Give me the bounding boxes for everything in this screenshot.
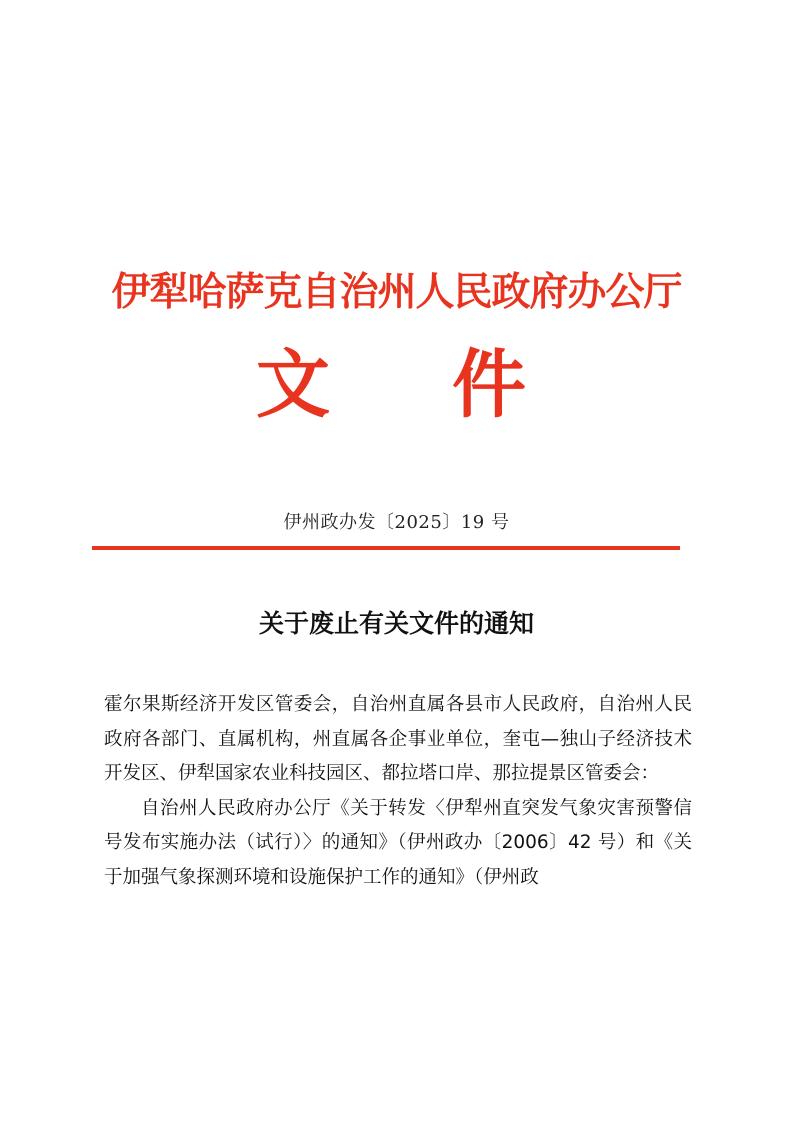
notice-body <box>104 688 692 895</box>
body-paragraph: 自治州人民政府办公厅《关于转发〈伊犁州直突发气象灾害预警信号发布实施办法（试行）〉的通知》（伊州政办〔2006〕42 号）和《关于加强气象探测环境和设施保护工作的通知》（伊州政 <box>104 797 692 888</box>
red-divider-line <box>92 546 680 550</box>
recipients-paragraph: 霍尔果斯经济开发区管委会，自治州直属各县市人民政府，自治州人民政府各部门、直属机构，州直属各企事业单位，奎屯—独山子经济技术开发区、伊犁国家农业科技园区、都拉塔口岸、那拉提景区管委会： <box>104 694 692 784</box>
document-number: 伊州政办发〔2025〕19 号 <box>283 512 510 533</box>
issuing-agency-title: 伊犁哈萨克自治州人民政府办公厅 <box>111 269 682 315</box>
document-heading-char-2: 件 <box>452 342 526 428</box>
notice-title: 关于废止有关文件的通知 <box>258 609 534 638</box>
document-heading-char-1: 文 <box>256 342 330 428</box>
document-heading <box>0 340 793 430</box>
